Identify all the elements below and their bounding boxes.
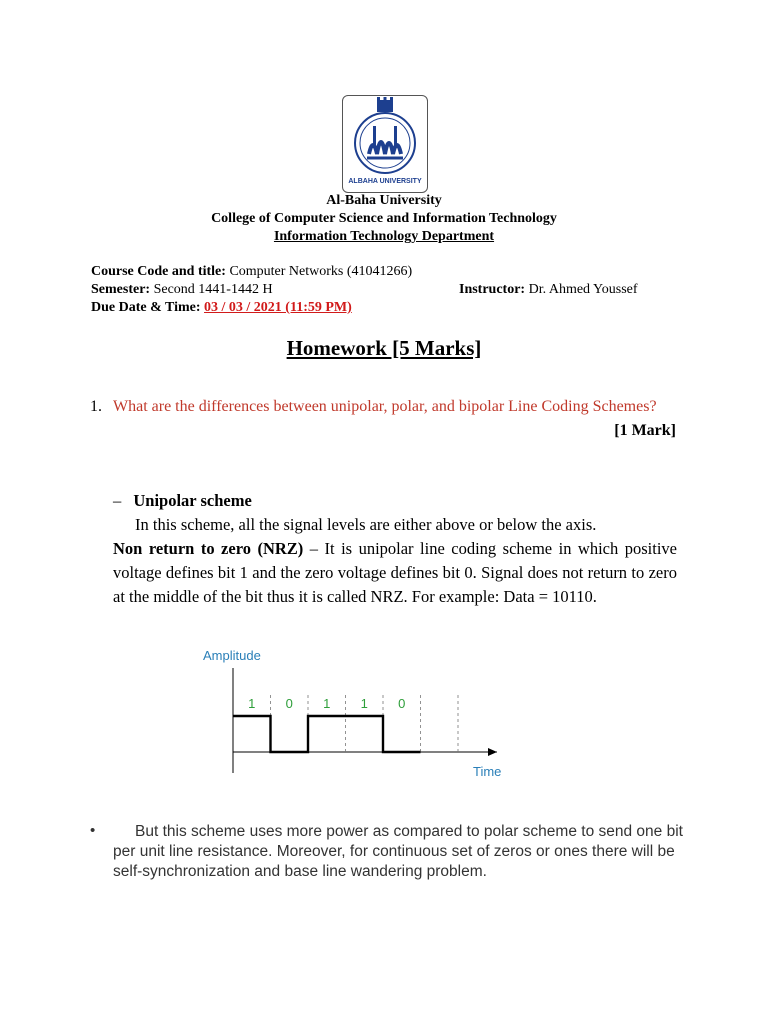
semester-label: Semester: [91,282,151,297]
course-line [91,263,412,281]
x-axis-label: Time [473,764,502,779]
bit-label: 1 [360,696,368,711]
nrz-term: Non return to zero [113,539,251,558]
homework-title-text: Homework [5 Marks] [286,336,482,360]
college-name: College of Computer Science and Information Technology [211,211,557,226]
bit-label: 0 [285,696,293,711]
bullet-symbol: • [90,822,96,839]
department-name: Information Technology Department [273,229,495,244]
university-logo [342,95,428,193]
section-dash: – [113,491,122,510]
y-axis-label: Amplitude [203,648,261,663]
instructor-value: Dr. Ahmed Youssef [528,282,638,297]
logo-text: ALBAHA UNIVERSITY [348,178,422,185]
section-heading [113,489,252,513]
bullet-paragraph: But this scheme uses more power as compared to polar scheme to send one bit per unit line resistance. Moreover, for continuous set of zeros or ones there will be self-synchronization and base line wandering problem. [113,823,683,880]
homework-title [0,336,768,361]
nrz-abbr: (NRZ) [257,539,304,558]
semester-line [91,281,273,299]
nrz-description: – It is unipolar line coding scheme in which positive voltage defines bit 1 and the zero voltage defines bit 0. Signal does not return to zero at the middle of the bit thus it is called NRZ. For example: Data = 10110. [113,539,677,606]
course-value: Computer Networks (41041266) [229,264,413,279]
bit-label: 1 [323,696,331,711]
section-heading-text: Unipolar scheme [133,491,252,510]
section-intro: In this scheme, all the signal levels are either above or below the axis. [135,515,597,534]
question-text: What are the differences between unipolar, polar, and bipolar Line Coding Schemes? [113,398,657,415]
signal-line [233,716,421,752]
due-line [91,299,352,317]
bullet-text [113,822,693,882]
question-number: 1. [90,398,102,415]
question-1 [90,395,676,439]
question-mark: [1 Mark] [614,422,676,439]
semester-value: Second 1441-1442 H [153,282,273,297]
bit-label: 1 [248,696,256,711]
bit-label: 0 [398,696,406,711]
nrz-paragraph [113,537,677,609]
due-label: Due Date & Time: [91,300,201,315]
instructor-line [459,281,638,299]
course-label: Course Code and title: [91,264,226,279]
nrz-signal-chart [195,640,515,785]
due-value: 03 / 03 / 2021 (11:59 PM) [204,300,352,315]
instructor-label: Instructor: [459,282,526,297]
university-name: Al-Baha University [326,193,442,208]
